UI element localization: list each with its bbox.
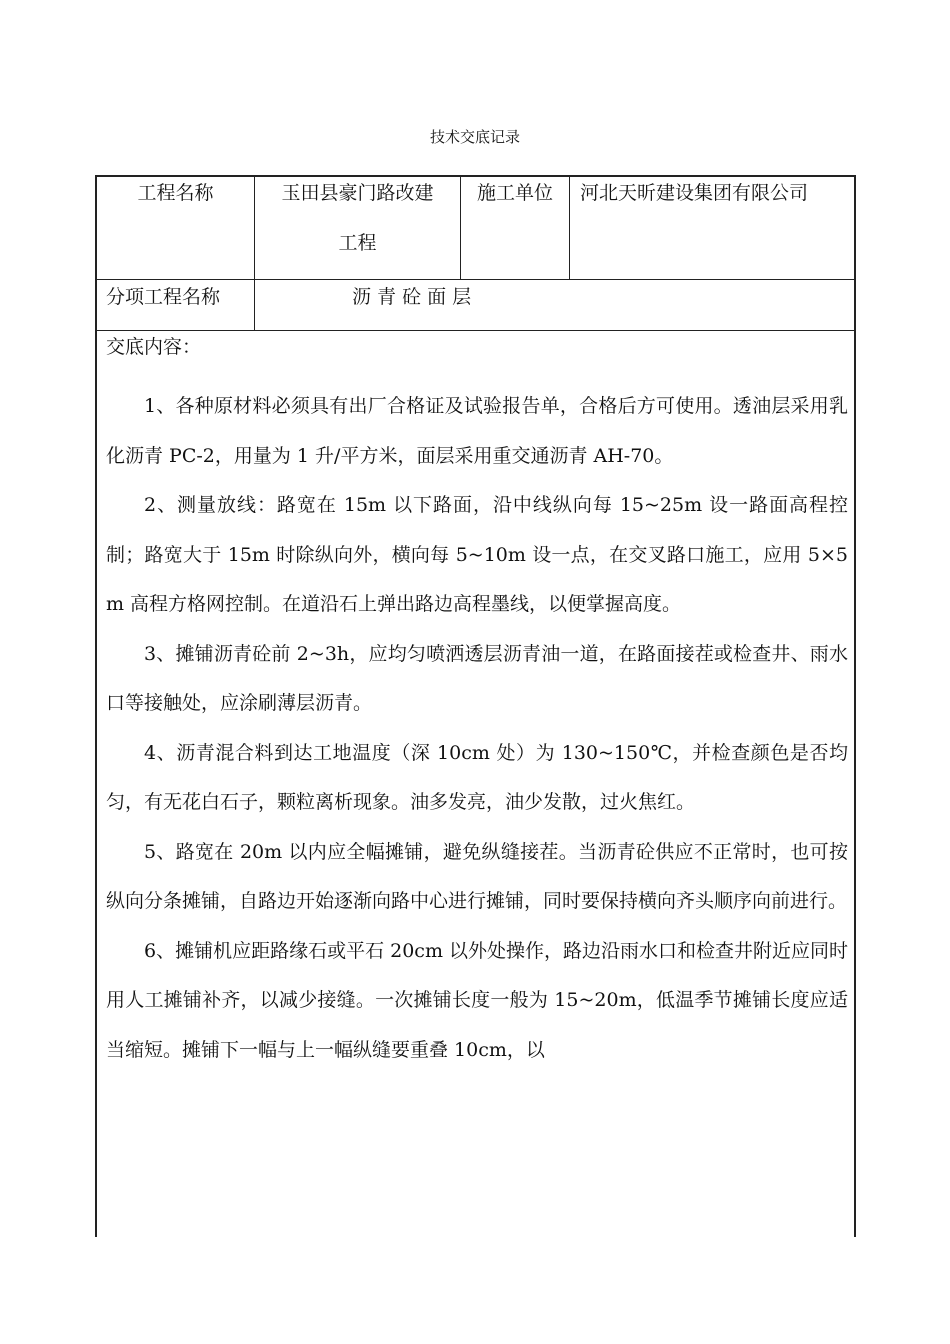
content-paragraph: 4、沥青混合料到达工地温度（深 10cm 处）为 130~150℃，并检查颜色是否均匀，有无花白石子，颗粒离析现象。油多发亮，油少发散，过火焦红。 [106, 741, 848, 813]
project-name-label: 工程名称 [137, 182, 214, 204]
project-name-value [255, 177, 460, 279]
construction-unit-value: 河北天昕建设集团有限公司 [580, 182, 809, 204]
content-paragraph: 3、摊铺沥青砼前 2~3h，应均匀喷洒透层沥青油一道，在路面接茬或检查井、雨水口等接触处，应涂刷薄层沥青。 [106, 642, 848, 714]
project-name-line2: 工程 [338, 232, 377, 254]
project-name-line1: 玉田县豪门路改建 [281, 182, 434, 204]
content-paragraph: 1、各种原材料必须具有出厂合格证及试验报告单，合格后方可使用。透油层采用乳化沥青 PC-2，用量为 1 升/平方米，面层采用重交通沥青 AH-70。 [106, 395, 848, 467]
document-title: 技术交底记录 [429, 128, 520, 146]
row-divider [97, 330, 854, 331]
disclosure-table [95, 175, 856, 1237]
sub-project-value: 沥 青 砼 面 层 [352, 286, 472, 308]
disclosure-content [106, 332, 848, 1075]
content-paragraph: 2、测量放线：路宽在 15m 以下路面，沿中线纵向每 15~25m 设一路面高程控制；路宽大于 15m 时除纵向外，横向每 5~10m 设一点，在交叉路口施工，应用 5×5m 高程方格网控制。在道沿石上弹出路边高程墨线，以便掌握高度。 [106, 494, 848, 615]
content-paragraph: 5、路宽在 20m 以内应全幅摊铺，避免纵缝接茬。当沥青砼供应不正常时，也可按纵向分条摊铺，自路边开始逐渐向路中心进行摊铺，同时要保持横向齐头顺序向前进行。 [106, 840, 848, 912]
content-label: 交底内容： [106, 336, 202, 358]
content-paragraph: 6、摊铺机应距路缘石或平石 20cm 以外处操作，路边沿雨水口和检查井附近应同时用人工摊铺补齐，以减少接缝。一次摊铺长度一般为 15~20m，低温季节摊铺长度应适当缩短。摊铺下一幅与上一幅纵缝要重叠 10cm，以 [106, 939, 849, 1061]
sub-project-label: 分项工程名称 [106, 286, 221, 308]
construction-unit-label: 施工单位 [476, 182, 553, 204]
